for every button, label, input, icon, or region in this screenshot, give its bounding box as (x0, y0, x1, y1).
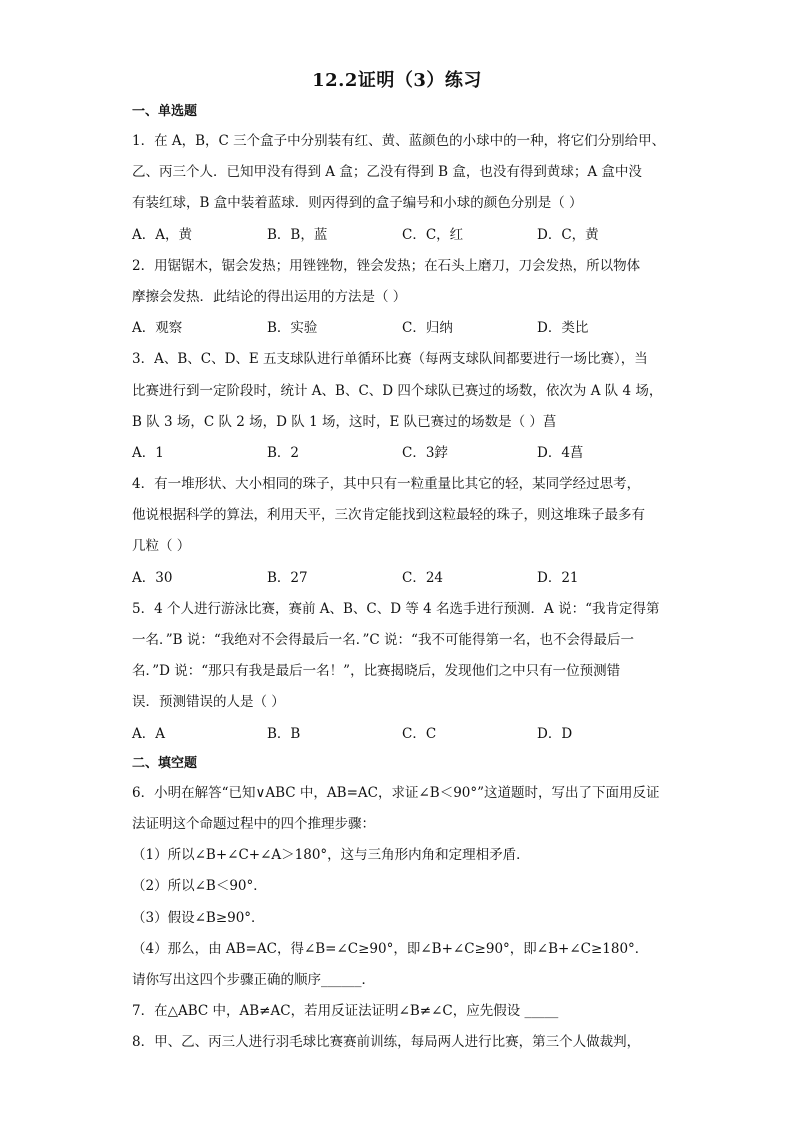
answer-option: C．C，红 (402, 226, 464, 243)
question-text-line: （2）所以∠B＜90°． (132, 878, 267, 895)
answer-option: B．2 (267, 444, 300, 461)
question-text-line: （4）那么，由 AB=AC，得∠B=∠C≥90°，即∠B+∠C≥90°，即∠B+∠C≥180°． (132, 940, 649, 957)
answer-option: D．类比 (537, 320, 589, 337)
question-text-line: 7．在△ABC 中，AB≠AC，若用反证法证明∠B≠∠C，应先假设 _____ (132, 1003, 559, 1020)
answer-options (132, 563, 672, 594)
question-text-line: 5．4 个人进行游泳比赛，赛前 A、B、C、D 等 4 名选手进行预测．A 说：“我肯定得第 (132, 600, 660, 617)
question-text-line: 几粒（ ） (132, 538, 191, 555)
answer-option: D．4菖 (537, 444, 584, 461)
answer-option: C．C (402, 725, 437, 742)
question-text-line: （3）假设∠B≥90°． (132, 909, 265, 926)
answer-option: C．归纳 (402, 320, 453, 337)
question-text-line: 法证明这个命题过程中的四个推理步骤： (132, 815, 375, 832)
question (132, 126, 672, 251)
question-text-line: 误．预测错误的人是（ ） (132, 694, 285, 711)
question-text-line: 摩擦会发热．此结论的得出运用的方法是（ ） (132, 288, 407, 305)
answer-option: A．30 (132, 569, 173, 586)
answer-option: D．D (537, 725, 573, 742)
question (132, 469, 672, 594)
section-heading: 一、单选题 (132, 104, 198, 119)
question-text-line: 4．有一堆形状、大小相同的珠子，其中只有一粒重量比其它的轻，某同学经过思考， (132, 476, 641, 493)
question-text-line: 有装红球，B 盒中装着蓝球．则丙得到的盒子编号和小球的颜色分别是（ ） (132, 195, 583, 212)
question-text-line: （1）所以∠B+∠C+∠A＞180°，这与三角形内角和定理相矛盾． (132, 847, 530, 864)
question-text-line: 乙、丙三个人．已知甲没有得到 A 盒；乙没有得到 B 盒，也没有得到黄球；A 盒中没 (132, 164, 642, 181)
section-heading: 二、填空题 (132, 755, 198, 771)
answer-options (132, 438, 672, 469)
question-text-line: 一名．”B 说：“我绝对不会得最后一名．”C 说：“我不可能得第一名，也不会得最后一 (132, 632, 634, 648)
question (132, 996, 672, 1027)
question-text-line: 请你写出这四个步骤正确的顺序______． (132, 971, 375, 988)
answer-option: C．3鋍 (402, 444, 448, 461)
page-title: 12.2证明（3）练习 (312, 70, 482, 91)
answer-option: C．24 (402, 569, 444, 586)
answer-options (132, 313, 672, 344)
question-text-line: 2．用锯锯木，锯会发热；用锉锉物，锉会发热；在石头上磨刀，刀会发热，所以物体 (132, 257, 641, 274)
answer-option: A．1 (132, 444, 164, 461)
question (132, 594, 672, 750)
question-text-line: 6．小明在解答“已知∨ABC 中，AB=AC，求证∠B＜90°”这道题时，写出了下面用反证 (132, 784, 660, 801)
question-text-line: 他说根据科学的算法，利用天平，三次肯定能找到这粒最轻的珠子，则这堆珠子最多有 (132, 507, 645, 524)
question (132, 1027, 672, 1058)
question (132, 344, 672, 469)
document-page (132, 64, 672, 1058)
answer-options (132, 719, 672, 750)
answer-option: A．A (132, 725, 165, 742)
answer-options (132, 220, 672, 251)
answer-option: B．B (267, 725, 301, 742)
question (132, 778, 672, 996)
question (132, 251, 672, 345)
question-text-line: 8．甲、乙、丙三人进行羽毛球比赛赛前训练，每局两人进行比赛，第三个人做裁判， (132, 1034, 641, 1051)
question-text-line: B 队 3 场，C 队 2 场，D 队 1 场，这时，E 队已赛过的场数是（ ）菖 (132, 413, 557, 430)
answer-option: D．C，黄 (537, 226, 599, 243)
answer-option: B．27 (267, 569, 308, 586)
answer-option: A．A，黄 (132, 226, 192, 243)
answer-option: B．B，蓝 (267, 226, 328, 243)
question-text-line: 3．A、B、C、D、E 五支球队进行单循环比赛（每两支球队间都要进行一场比赛），当 (132, 351, 648, 368)
question-text-line: 比赛进行到一定阶段时，统计 A、B、C、D 四个球队已赛过的场数，依次为 A 队 4 场， (132, 382, 663, 399)
answer-option: A．观察 (132, 320, 183, 337)
question-text-line: 名．”D 说：“那只有我是最后一名！”，比赛揭晓后，发现他们之中只有一位预测错 (132, 663, 621, 680)
answer-option: D．21 (537, 569, 579, 586)
question-text-line: 1．在 A，B，C 三个盒子中分别装有红、黄、蓝颜色的小球中的一种，将它们分别给甲、 (132, 133, 666, 149)
answer-option: B．实验 (267, 320, 318, 337)
